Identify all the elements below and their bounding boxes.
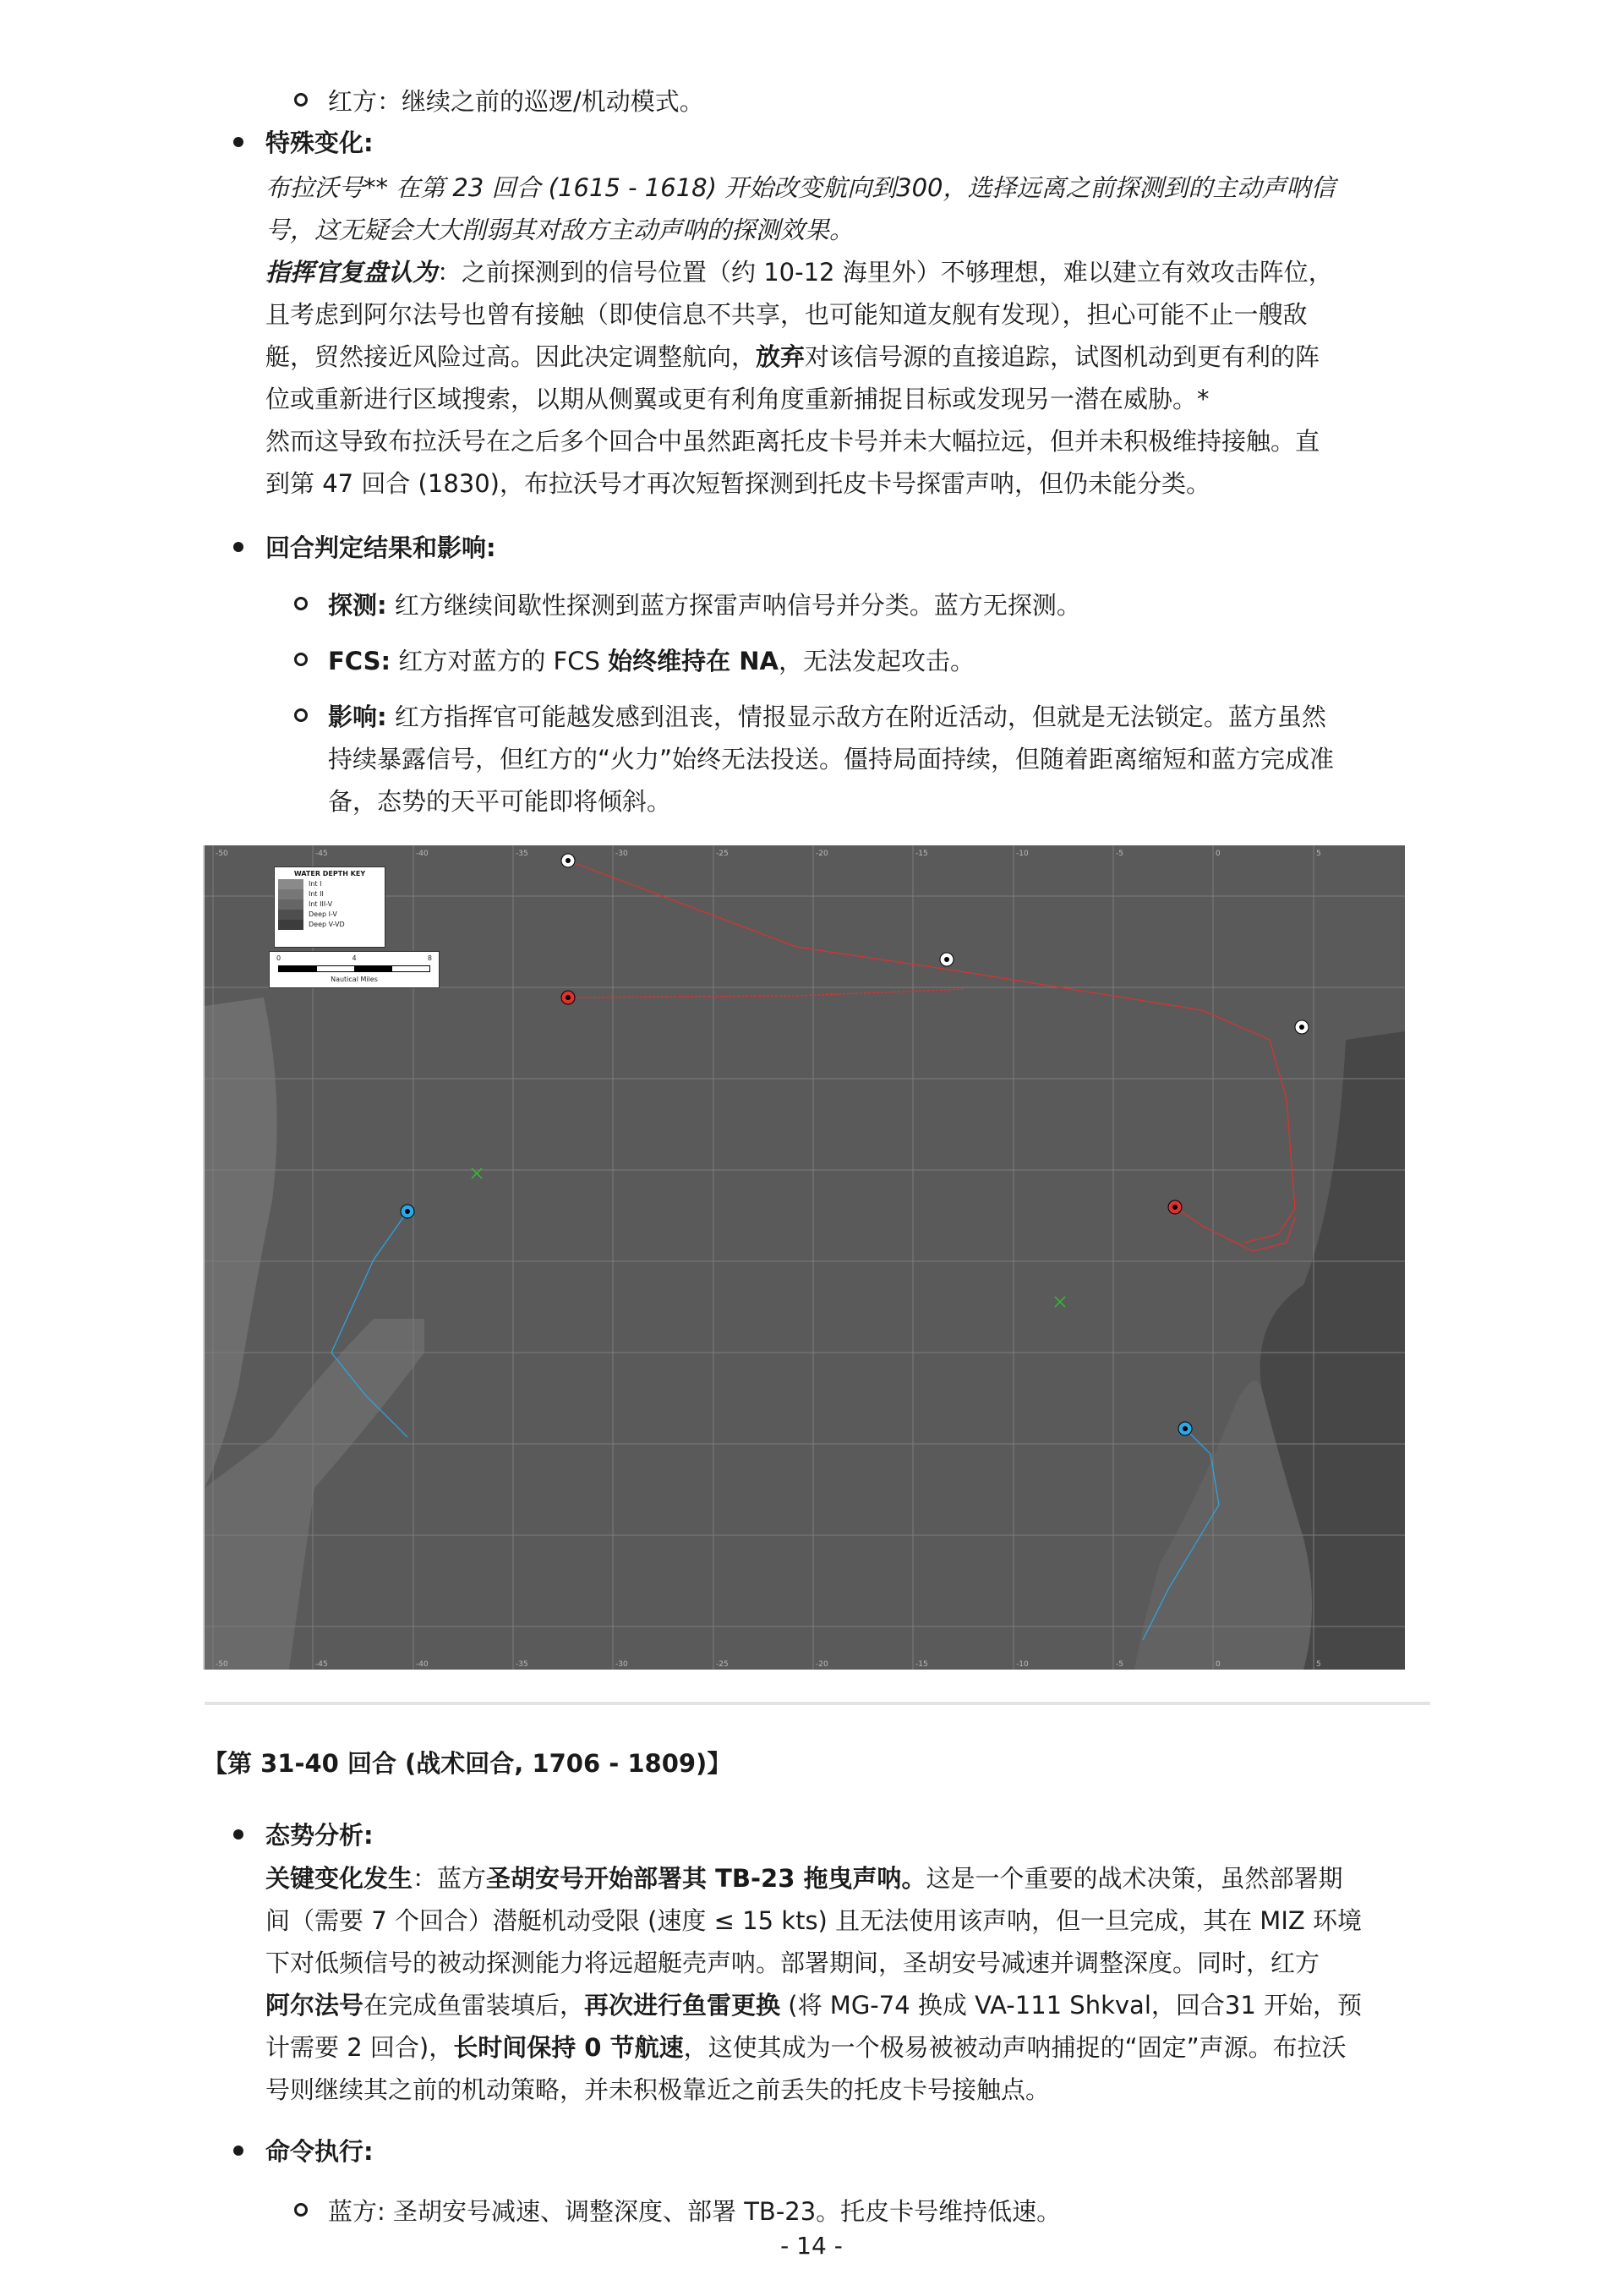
key-label: Int III-V	[309, 900, 333, 908]
blue-sub-icon	[401, 1205, 414, 1218]
key-label: Int II	[309, 890, 324, 898]
detect-item: 探测: 红方继续间歇性探测到蓝方探雷声呐信号并分类。蓝方无探测。	[328, 591, 1081, 620]
water-depth-key	[274, 866, 385, 948]
grid-label: -50	[216, 850, 228, 858]
key-item	[278, 879, 385, 889]
bullet	[233, 542, 243, 552]
situation-line-6: 号则继续其之前的机动策略，并未积极靠近之前丢失的托皮卡号接触点。	[265, 2075, 1051, 2104]
key-label: Int I	[309, 880, 322, 888]
key-swatch	[278, 889, 303, 899]
grid-label: -10	[1016, 850, 1029, 858]
situation-label: 态势分析:	[265, 1821, 374, 1850]
situation-line-1: 关键变化发生：蓝方圣胡安号开始部署其 TB-23 拖曳声呐。这是一个重要的战术决策，虽然部署期	[265, 1864, 1343, 1893]
grid-label: -30	[615, 850, 628, 858]
fcs-item: FCS: 红方对蓝方的 FCS 始终维持在 NA，无法发起攻击。	[328, 647, 975, 675]
key-item	[278, 889, 385, 899]
red-sub-icon	[1168, 1200, 1182, 1214]
grid-label: 5	[1316, 1660, 1321, 1669]
grid-label: -25	[716, 1660, 729, 1669]
grid-label: -5	[1116, 850, 1123, 858]
scale-label: 4	[352, 954, 357, 962]
impact-line-2: 持续暴露信号，但红方的“火力”始终无法投送。僵持局面持续，但随着距离缩短和蓝方完成准	[328, 745, 1335, 774]
key-label: Deep I-V	[309, 910, 337, 918]
review-line-2: 且考虑到阿尔法号也曾有接触（即使信息不共享，也可能知道友舰有发现），担心可能不止一艘敌	[265, 300, 1308, 329]
waypoint-marker-icon	[561, 854, 575, 867]
result-label: 回合判定结果和影响:	[265, 533, 496, 562]
objective-mark-icon	[1055, 1297, 1065, 1307]
scale-label: 0	[276, 954, 281, 962]
situation-line-2: 间（需要 7 个回合）潜艇机动受限 (速度 ≤ 15 kts) 且无法使用该声呐，但一旦完成，其在 MIZ 环境	[265, 1906, 1362, 1935]
grid-label: -35	[516, 1660, 528, 1669]
grid-label: -25	[716, 850, 729, 858]
red-track-alpha	[568, 861, 1295, 1243]
scale-label: 8	[427, 954, 432, 962]
sub-bullet	[294, 2203, 308, 2217]
special-change-italic-1: 布拉沃号** 在第 23 回合 (1615 - 1618) 开始改变航向到300，选择远离之前探测到的主动声呐信	[265, 173, 1336, 202]
red-track-3	[1175, 1207, 1295, 1251]
key-label: Deep V-VD	[309, 921, 345, 928]
key-swatch	[278, 910, 303, 920]
impact-line-1: 影响: 红方指挥官可能越发感到沮丧，情报显示敌方在附近活动，但就是无法锁定。蓝方虽然	[328, 702, 1326, 731]
waypoint-marker-icon	[940, 953, 954, 966]
section-divider	[205, 1702, 1430, 1705]
grid-label: -5	[1116, 1660, 1123, 1669]
grid-label: -35	[516, 850, 528, 858]
bullet	[233, 1829, 243, 1840]
special-change-italic-2: 号，这无疑会大大削弱其对敌方主动声呐的探测效果。	[265, 216, 855, 244]
scale-unit: Nautical Miles	[331, 976, 378, 983]
shallow-left-region	[205, 998, 277, 1488]
waypoint-marker-icon	[1295, 1020, 1309, 1034]
sub-bullet	[294, 653, 308, 666]
grid-label: -10	[1016, 1660, 1029, 1669]
red-continue-item: 红方：继续之前的巡逻/机动模式。	[328, 87, 704, 116]
tactical-map	[205, 845, 1405, 1670]
grid-label: -15	[915, 1660, 928, 1669]
key-swatch	[278, 879, 303, 889]
review-line-5: 然而这导致布拉沃号在之后多个回合中虽然距离托皮卡号并未大幅拉远，但并未积极维持接触。直	[265, 427, 1320, 456]
key-title: WATER DEPTH KEY	[293, 870, 366, 877]
grid-label: 0	[1216, 1660, 1221, 1669]
key-swatch	[278, 920, 303, 930]
special-change-label: 特殊变化:	[265, 128, 374, 157]
review-line-6: 到第 47 回合 (1830)，布拉沃号才再次短暂探测到托皮卡号探雷声呐，但仍未能分类。	[265, 469, 1210, 498]
red-track-bravo	[568, 989, 965, 998]
review-line-3: 艇，贸然接近风险过高。因此决定调整航向，放弃对该信号源的直接追踪，试图机动到更有利的阵	[265, 342, 1320, 371]
situation-line-4: 阿尔法号在完成鱼雷装填后，再次进行鱼雷更换 (将 MG-74 换成 VA-111 Shkval，回合31 开始，预	[265, 1991, 1363, 2020]
command-label: 命令执行:	[265, 2137, 374, 2166]
review-line-1: 指挥官复盘认为：之前探测到的信号位置（约 10-12 海里外）不够理想，难以建立有效攻击阵位，	[265, 258, 1333, 287]
review-line-4: 位或重新进行区域搜索，以期从侧翼或更有利角度重新捕捉目标或发现另一潜在威胁。*	[265, 385, 1210, 413]
scale-bar	[269, 951, 440, 988]
sub-bullet	[294, 708, 308, 722]
grid-label: -50	[216, 1660, 228, 1669]
key-item	[278, 920, 385, 930]
key-item	[278, 910, 385, 920]
section-heading: 【第 31-40 回合 (战术回合, 1706 - 1809)】	[203, 1749, 732, 1778]
grid-label: -20	[816, 850, 828, 858]
blue-command-item: 蓝方: 圣胡安号减速、调整深度、部署 TB-23。托皮卡号维持低速。	[328, 2197, 1062, 2226]
impact-line-3: 备，态势的天平可能即将倾斜。	[328, 787, 672, 816]
red-sub-icon	[561, 991, 575, 1004]
sub-bullet	[294, 93, 308, 107]
bullet	[233, 137, 243, 147]
grid-label: 0	[1216, 850, 1221, 858]
grid-label: -40	[416, 850, 429, 858]
situation-line-3: 下对低频信号的被动探测能力将远超艇壳声呐。部署期间，圣胡安号减速并调整深度。同时，红方	[265, 1949, 1320, 1977]
key-swatch	[278, 899, 303, 910]
grid-label: 5	[1316, 850, 1321, 858]
grid-label: -30	[615, 1660, 628, 1669]
blue-sub-icon	[1178, 1422, 1192, 1435]
grid-label: -45	[315, 850, 328, 858]
sub-bullet	[294, 597, 308, 610]
grid-label: -45	[315, 1660, 328, 1669]
bullet	[233, 2146, 243, 2156]
page-number: - 14 -	[780, 2232, 843, 2260]
grid-label: -40	[416, 1660, 429, 1669]
grid-label: -20	[816, 1660, 828, 1669]
grid-label: -15	[915, 850, 928, 858]
situation-line-5: 计需要 2 回合)，长时间保持 0 节航速，这使其成为一个极易被被动声呐捕捉的“固定”声源。布拉沃	[265, 2033, 1347, 2062]
key-item	[278, 899, 385, 910]
